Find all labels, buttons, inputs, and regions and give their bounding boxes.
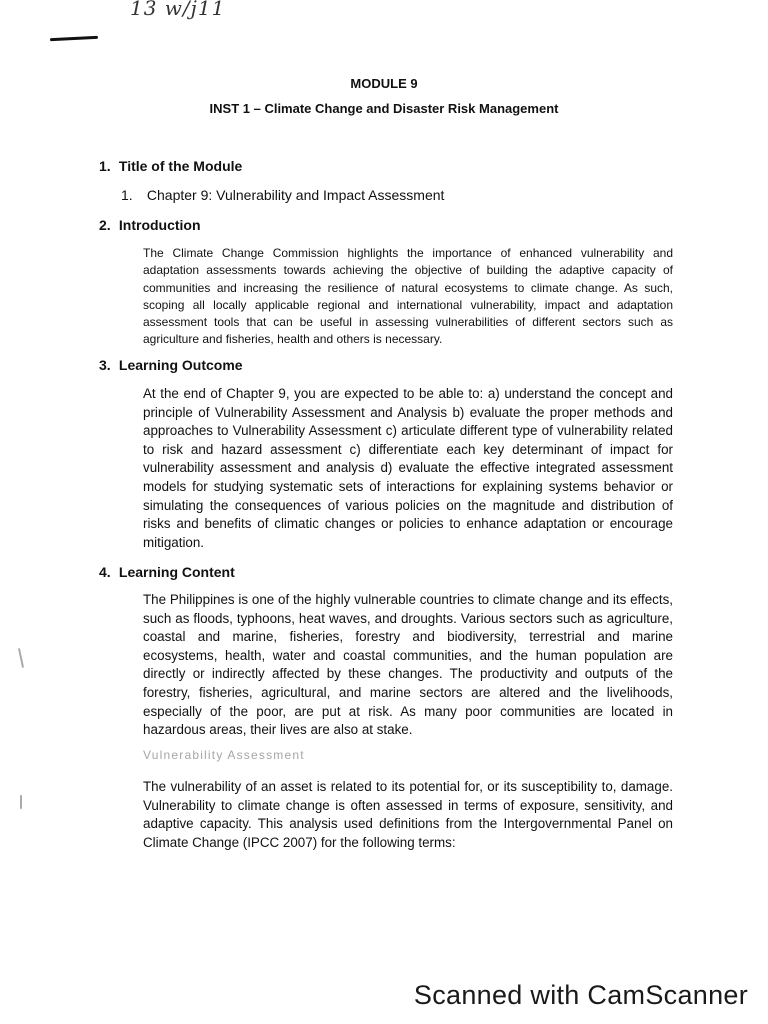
- pen-stroke-mark: [50, 36, 98, 42]
- section-number: 1.: [99, 158, 111, 174]
- camscanner-watermark: Scanned with CamScanner: [413, 980, 748, 1010]
- section-number: 2.: [99, 217, 111, 233]
- handwritten-note: 13 w/j11: [130, 0, 226, 20]
- module-title-item: [121, 187, 444, 203]
- learning-outcome-paragraph: At the end of Chapter 9, you are expected to be able to: a) understand the concept and principle of Vulnerability Assessment and Analysis b) evaluate the proper methods and approaches to Vulnerability Assessment c) articulate different type of vulnerability related to risk and hazard assessment c) differentiate each key determinant of impact for vulnerability assessment and analysis d) evaluate the effective integrated assessment models for studying systematic sets of interactions for explaining systems behavior or simulating the consequences of various policies on the magnitude and distribution of risks and benefits of climatic changes or policies to enhance adaptation or encourage mitigation.: [143, 386, 673, 550]
- section-heading-text: Title of the Module: [118, 158, 243, 174]
- section-number: 3.: [99, 357, 111, 373]
- learning-content-paragraph: The Philippines is one of the highly vulnerable countries to climate change and its effects, such as floods, typhoons, heat waves, and droughts. Various sectors such as agriculture, coastal and marine, fisheries, forestry and biodiversity, terrestrial and marine ecosystems, health, water and coastal communities, and the human population are directly or indirectly affected by these changes. The productivity and outputs of the forestry, fisheries, agricultural, and marine sectors are altered and the livelihoods, especially of the poor, are put at risk. As many poor communities are located in hazardous areas, their lives are also at stake.: [143, 592, 673, 738]
- item-text: Chapter 9: Vulnerability and Impact Assessment: [146, 187, 445, 203]
- margin-mark: [20, 795, 22, 809]
- section-heading-learning-outcome: [99, 357, 243, 373]
- introduction-paragraph: The Climate Change Commission highlights the importance of enhanced vulnerability and adaptation assessments towards achieving the objective of building the adaptive capacity of communities and increasing the resilience of natural ecosystems to climate change. As such, scoping all locally applicable regional and international vulnerability, impact and adaptation assessment tools that can be useful in assessing vulnerabilities of different sectors such as agriculture and fisheries, health and others is necessary.: [143, 246, 673, 347]
- section-number: 4.: [99, 564, 111, 580]
- section-heading-text: Introduction: [118, 217, 201, 233]
- item-number: 1.: [121, 187, 133, 203]
- vulnerability-paragraph: The vulnerability of an asset is related to its potential for, or its susceptibility to, damage. Vulnerability to climate change is often assessed in terms of exposure, sensitivity, and adaptive capacity. This analysis used definitions from the Intergovernmental Panel on Climate Change (IPCC 2007) for the following terms:: [143, 779, 673, 850]
- margin-mark: [18, 648, 24, 668]
- vulnerability-assessment-subheading: Vulnerability Assessment: [143, 748, 305, 762]
- section-heading-introduction: [99, 217, 201, 233]
- course-title: INST 1 – Climate Change and Disaster Risk Management: [209, 101, 559, 116]
- section-heading-learning-content: [99, 564, 235, 580]
- section-heading-text: Learning Outcome: [118, 357, 243, 373]
- section-heading-title-of-module: [99, 158, 242, 174]
- module-label: MODULE 9: [350, 76, 418, 91]
- section-heading-text: Learning Content: [118, 564, 235, 580]
